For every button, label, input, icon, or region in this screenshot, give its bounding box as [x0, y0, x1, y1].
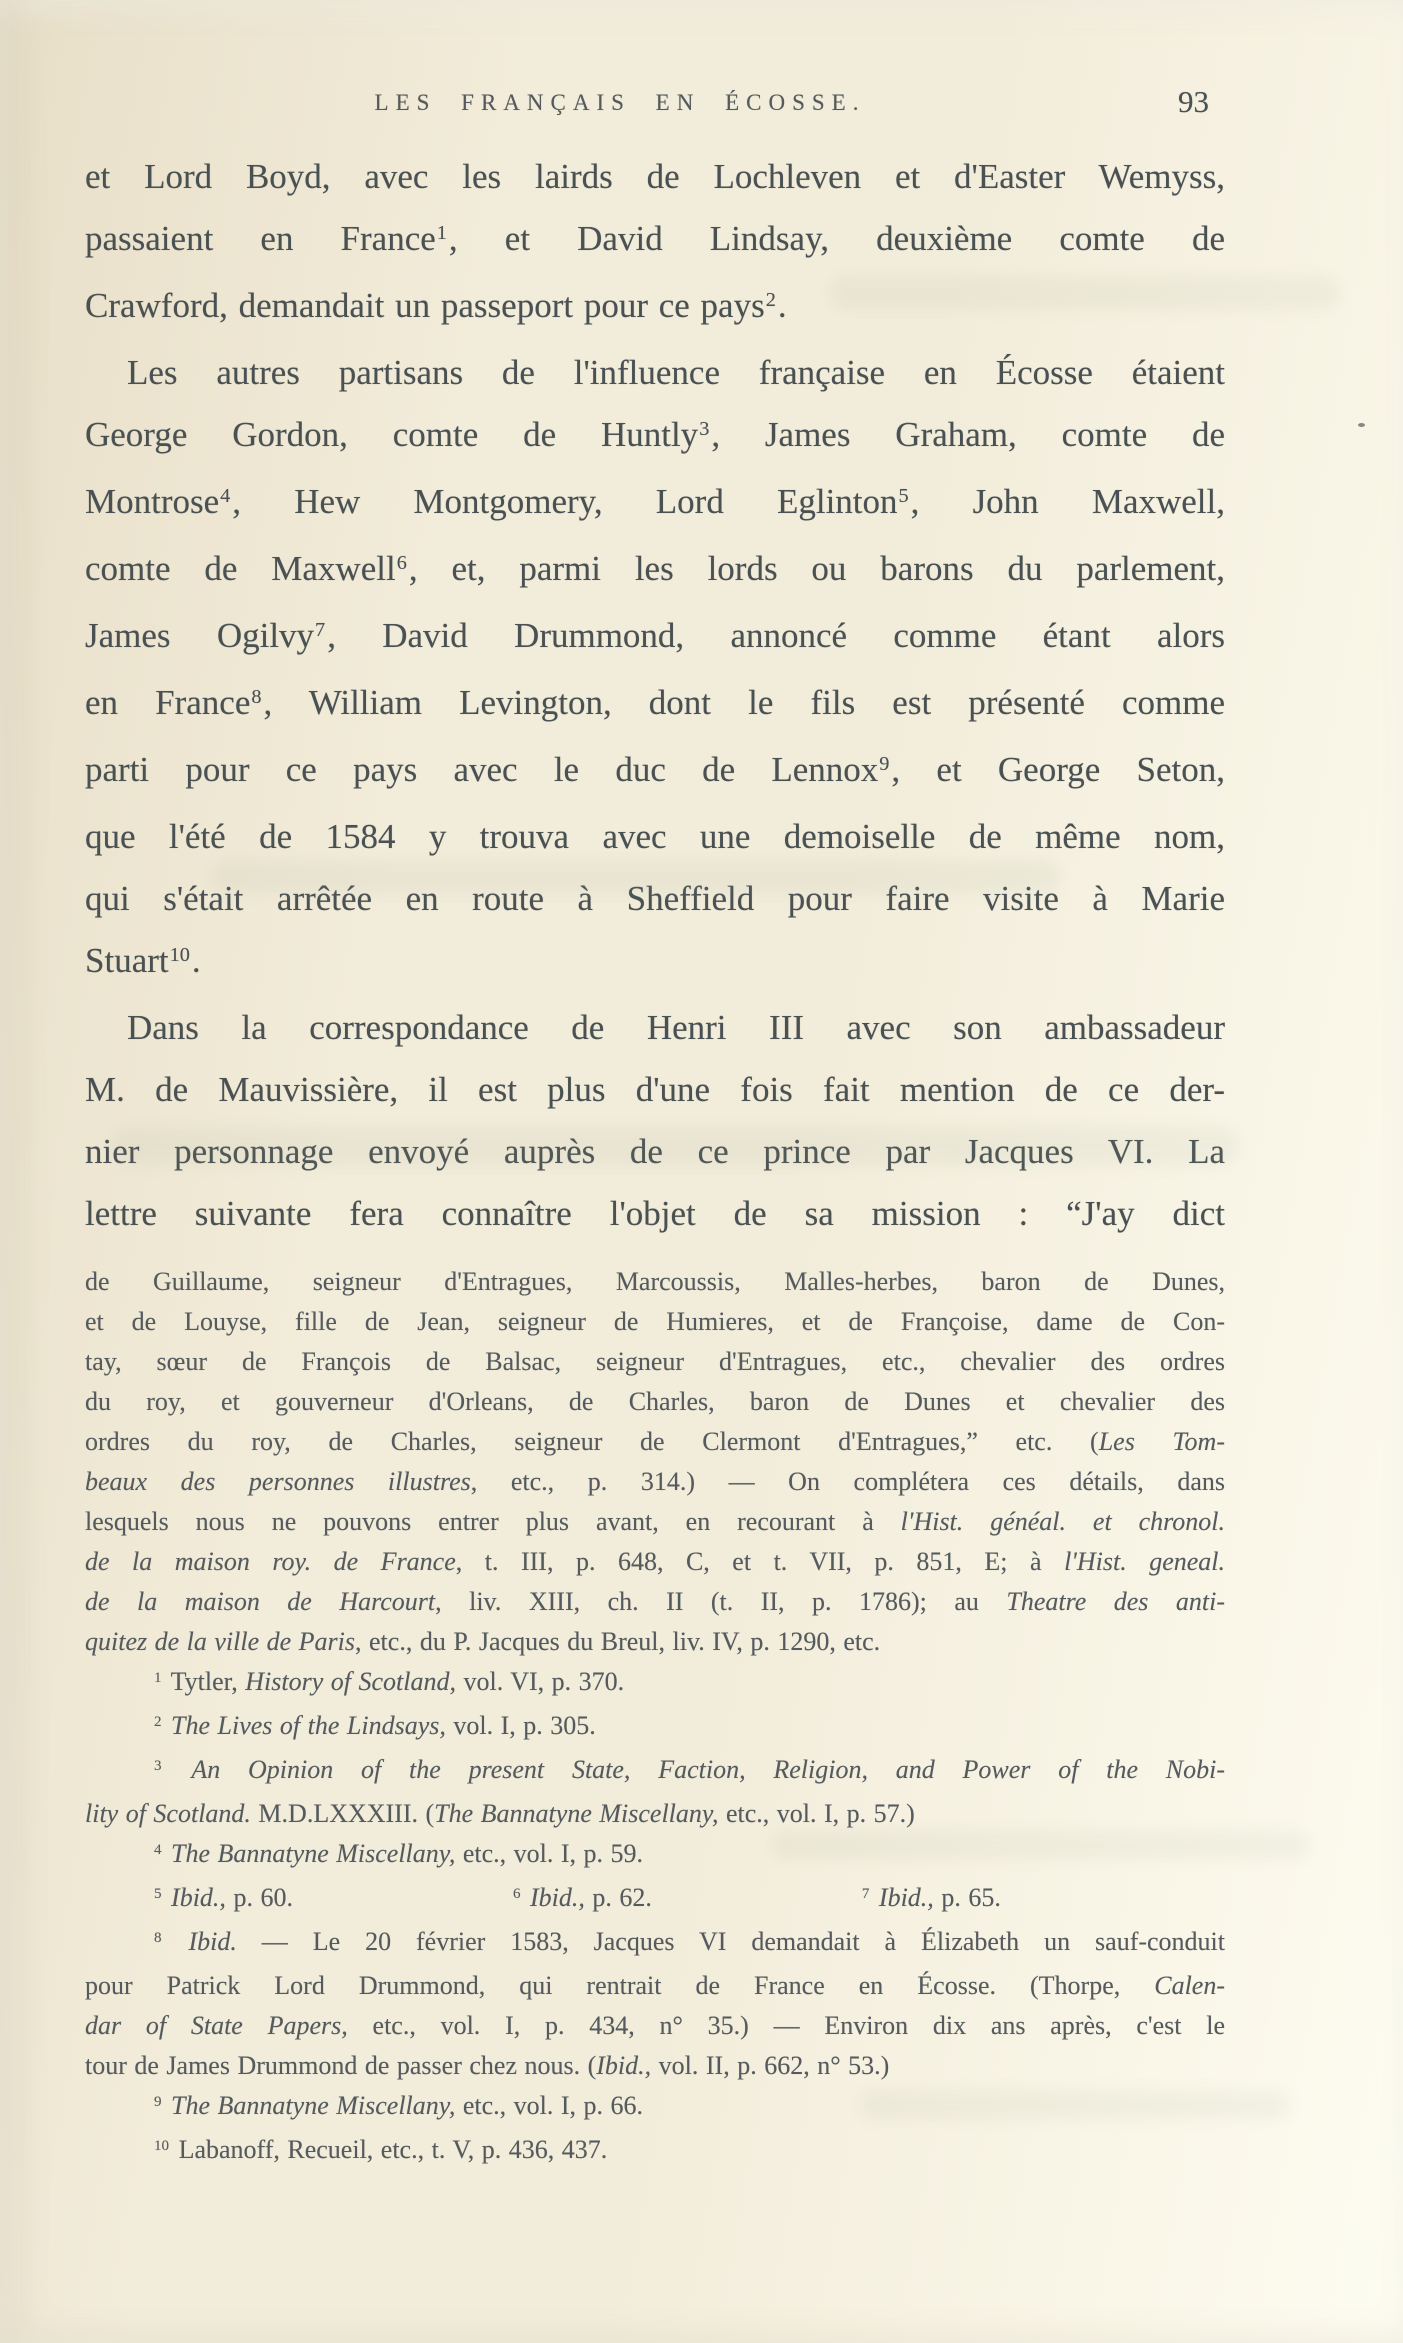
- body-line: [85, 868, 1225, 930]
- footnote-line: [85, 2130, 1225, 2174]
- footnote-reference: 5: [898, 484, 909, 507]
- body-line: [85, 404, 1225, 471]
- body-line: [85, 605, 1225, 672]
- footnote-line: [85, 1262, 1225, 1302]
- footnote-reference: 1: [154, 1669, 162, 1686]
- text-segment: , David Drummond, annoncé comme étant alors: [327, 616, 1225, 655]
- text-segment: George Gordon, comte de Huntly: [85, 415, 699, 454]
- text-segment: Stuart: [85, 941, 169, 980]
- text-segment: dar of State Papers,: [85, 2011, 348, 2040]
- body-line: [85, 275, 1225, 342]
- text-segment: l'Hist. généal. et chronol.: [900, 1507, 1225, 1536]
- text-segment: en France: [85, 683, 251, 722]
- footnote-reference: 8: [154, 1929, 162, 1946]
- text-segment: beaux des personnes illustres: [85, 1467, 471, 1496]
- text-segment: p. 60.: [225, 1883, 293, 1912]
- text-segment: pour Patrick Lord Drummond, qui rentrait de France en Écosse. (Thorpe,: [85, 1971, 1155, 2000]
- footnote-line: [85, 1422, 1225, 1462]
- text-segment: The Bannatyne Miscellany,: [171, 1839, 456, 1868]
- footnote-reference: 2: [154, 1713, 162, 1730]
- footnote-line: [85, 2086, 1225, 2130]
- text-segment: History of Scotland,: [245, 1667, 456, 1696]
- text-segment: lity of Scotland.: [85, 1799, 251, 1828]
- text-segment: , William Levington, dont le fils est présenté comme: [263, 683, 1225, 722]
- text-segment: The Bannatyne Miscellany,: [171, 2091, 456, 2120]
- text-segment: du roy, et gouverneur d'Orleans, de Charles, baron de Dunes et chevalier des: [85, 1387, 1225, 1416]
- text-segment: vol. VI, p. 370.: [455, 1667, 625, 1696]
- text-segment: comte de Maxwell: [85, 549, 396, 588]
- footnote-reference: 2: [765, 288, 776, 311]
- text-segment: Ibid.,: [596, 2051, 652, 2080]
- body-text: [85, 146, 1225, 1245]
- text-segment: .: [191, 941, 201, 980]
- footnote-line: [85, 2046, 1225, 2086]
- footnote-line: [85, 1834, 1225, 1878]
- text-segment: etc., vol. I, p. 59.: [455, 1839, 644, 1868]
- footnote-reference: 8: [251, 685, 262, 708]
- text-segment: tour de James Drummond de passer chez nous. (: [85, 2051, 597, 2080]
- footnote-reference: 10: [169, 943, 190, 966]
- body-line: [85, 739, 1225, 806]
- text-segment: , Hew Montgomery, Lord Eglinton: [232, 482, 898, 521]
- text-segment: [164, 1711, 172, 1740]
- running-title: LES FRANÇAIS EN ÉCOSSE.: [374, 90, 866, 115]
- text-segment: et de Louyse, fille de Jean, seigneur de Humieres, et de Françoise, dame de Con-: [85, 1307, 1225, 1336]
- text-segment: l'Hist. geneal.: [1064, 1547, 1225, 1576]
- text-segment: , t. III, p. 648, C, et t. VII, p. 851, E; à: [455, 1547, 1065, 1576]
- footnote-reference: 7: [315, 618, 326, 641]
- footnote-line: [85, 1622, 1225, 1662]
- footnote-line: [85, 1922, 1225, 1966]
- text-segment: que l'été de 1584 y trouva avec une demoiselle de même nom,: [85, 817, 1225, 856]
- text-segment: , etc., p. 314.) — On complétera ces détails, dans: [470, 1467, 1226, 1496]
- text-segment: Les Tom-: [1098, 1427, 1225, 1456]
- footnote-line: [85, 1878, 1225, 1922]
- footnotes: [85, 1262, 1225, 2174]
- footnote-line: [85, 1750, 1225, 1794]
- text-segment: M. de Mauvissière, il est plus d'une fois fait mention de ce der-: [85, 1070, 1225, 1109]
- text-segment: Ibid.,: [878, 1883, 934, 1912]
- body-line: [85, 1059, 1225, 1121]
- text-segment: vol. I, p. 305.: [445, 1711, 596, 1740]
- text-segment: [164, 1883, 172, 1912]
- footnote-reference: 5: [154, 1885, 162, 1902]
- text-segment: Tytler,: [163, 1667, 246, 1696]
- text-segment: , et George Seton,: [891, 750, 1225, 789]
- body-line: [85, 1121, 1225, 1183]
- footnote-reference: 3: [699, 417, 710, 440]
- text-segment: Ibid.,: [529, 1883, 585, 1912]
- text-segment: tay, sœur de François de Balsac, seigneur d'Entragues, etc., chevalier des ordres: [85, 1347, 1225, 1376]
- footnote-reference: 9: [154, 2093, 162, 2110]
- text-segment: [164, 1927, 189, 1956]
- page-header: [85, 84, 1225, 134]
- footnote-line: [85, 1662, 1225, 1706]
- text-segment: , et David Lindsay, deuxième comte de: [448, 219, 1225, 258]
- text-segment: qui s'était arrêtée en route à Sheffield pour faire visite à Marie: [85, 879, 1225, 918]
- footnote-line: [85, 1502, 1225, 1542]
- footnote-line: [85, 1462, 1225, 1502]
- text-segment: parti pour ce pays avec le duc de Lennox: [85, 750, 879, 789]
- text-segment: , et, parmi les lords ou barons du parlement,: [408, 549, 1225, 588]
- text-segment: Crawford, demandait un passeport pour ce pays: [85, 286, 765, 325]
- page-number: 93: [1178, 84, 1209, 119]
- text-segment: — Le 20 février 1583, Jacques VI demandait à Élizabeth un sauf-conduit: [236, 1927, 1225, 1956]
- body-line: [85, 806, 1225, 868]
- footnote-reference: 1: [436, 221, 447, 244]
- body-line: [85, 208, 1225, 275]
- footnote-line: [85, 1582, 1225, 1622]
- text-segment: [164, 1755, 192, 1784]
- body-line: [85, 1183, 1225, 1245]
- footnote-reference: 10: [154, 2137, 170, 2154]
- text-segment: de la maison roy. de France: [85, 1547, 456, 1576]
- text-segment: [164, 2091, 172, 2120]
- body-line: [85, 342, 1225, 404]
- text-segment: Montrose: [85, 482, 220, 521]
- text-segment: de Guillaume, seigneur d'Entragues, Marcoussis, Malles-herbes, baron de Dunes,: [85, 1267, 1225, 1296]
- footnote-reference: 4: [154, 1841, 162, 1858]
- footnote-line: [85, 1382, 1225, 1422]
- text-segment: lettre suivante fera connaître l'objet de sa mission : “J'ay dict: [85, 1194, 1225, 1233]
- footnote-line: [85, 2006, 1225, 2046]
- text-segment: Theatre des anti-: [1006, 1587, 1226, 1616]
- footnote-line: [85, 1542, 1225, 1582]
- text-segment: James Ogilvy: [85, 616, 315, 655]
- text-segment: , John Maxwell,: [910, 482, 1225, 521]
- text-segment: nier personnage envoyé auprès de ce prince par Jacques VI. La: [85, 1132, 1225, 1171]
- text-segment: The Bannatyne Miscellany,: [434, 1799, 719, 1828]
- body-line: [85, 146, 1225, 208]
- text-segment: vol. II, p. 662, n° 53.): [651, 2051, 890, 2080]
- text-segment: The Lives of the Lindsays,: [171, 1711, 446, 1740]
- text-segment: [871, 1883, 879, 1912]
- text-segment: An Opinion of the present State, Faction, Religion, and Power of the Nobi-: [191, 1755, 1226, 1784]
- text-segment: ordres du roy, de Charles, seigneur de Clermont d'Entragues,” etc. (: [85, 1427, 1099, 1456]
- ink-speck: [1358, 423, 1365, 427]
- body-line: [85, 538, 1225, 605]
- body-line: [85, 930, 1225, 997]
- text-segment: M.D.LXXXIII. (: [250, 1799, 435, 1828]
- text-segment: .: [777, 286, 787, 325]
- text-segment: Ibid.,: [171, 1883, 226, 1912]
- text-segment: Labanoff, Recueil, etc., t. V, p. 436, 437.: [171, 2135, 608, 2164]
- text-segment: [164, 1839, 172, 1868]
- text-segment: quitez de la ville de Paris: [85, 1627, 356, 1656]
- footnote-reference: 9: [879, 752, 890, 775]
- text-segment: de la maison de Harcourt: [85, 1587, 436, 1616]
- text-segment: lesquels nous ne pouvons entrer plus avant, en recourant à: [85, 1507, 901, 1536]
- footnote-line: [85, 1342, 1225, 1382]
- footnote-line: [85, 1966, 1225, 2006]
- text-segment: p. 62.: [584, 1883, 652, 1912]
- footnote-reference: 6: [512, 1885, 521, 1902]
- footnote-reference: 4: [220, 484, 231, 507]
- text-segment: et Lord Boyd, avec les lairds de Lochleven et d'Easter Wemyss,: [85, 157, 1225, 196]
- body-line: [85, 997, 1225, 1059]
- body-line: [85, 471, 1225, 538]
- text-segment: Calen-: [1154, 1971, 1225, 2000]
- text-segment: [522, 1883, 530, 1912]
- text-segment: , James Graham, comte de: [711, 415, 1225, 454]
- body-line: [85, 672, 1225, 739]
- text-segment: etc., vol. I, p. 57.): [718, 1799, 915, 1828]
- text-segment: Les autres partisans de l'influence française en Écosse étaient: [127, 353, 1225, 392]
- text-segment: Ibid.: [188, 1927, 237, 1956]
- footnote-line: [85, 1794, 1225, 1834]
- footnote-reference: 3: [154, 1757, 162, 1774]
- text-segment: etc., vol. I, p. 66.: [455, 2091, 644, 2120]
- footnote-reference: 7: [861, 1885, 870, 1902]
- text-segment: p. 65.: [933, 1883, 1001, 1912]
- text-segment: Dans la correspondance de Henri III avec son ambassadeur: [127, 1008, 1225, 1047]
- text-segment: passaient en France: [85, 219, 436, 258]
- footnote-line: [85, 1706, 1225, 1750]
- footnote-line: [85, 1302, 1225, 1342]
- text-segment: , etc., du P. Jacques du Breul, liv. IV, p. 1290, etc.: [355, 1627, 881, 1656]
- text-segment: etc., vol. I, p. 434, n° 35.) — Environ dix ans après, c'est le: [347, 2011, 1225, 2040]
- footnote-reference: 6: [396, 551, 407, 574]
- text-segment: , liv. XIII, ch. II (t. II, p. 1786); au: [435, 1587, 1007, 1616]
